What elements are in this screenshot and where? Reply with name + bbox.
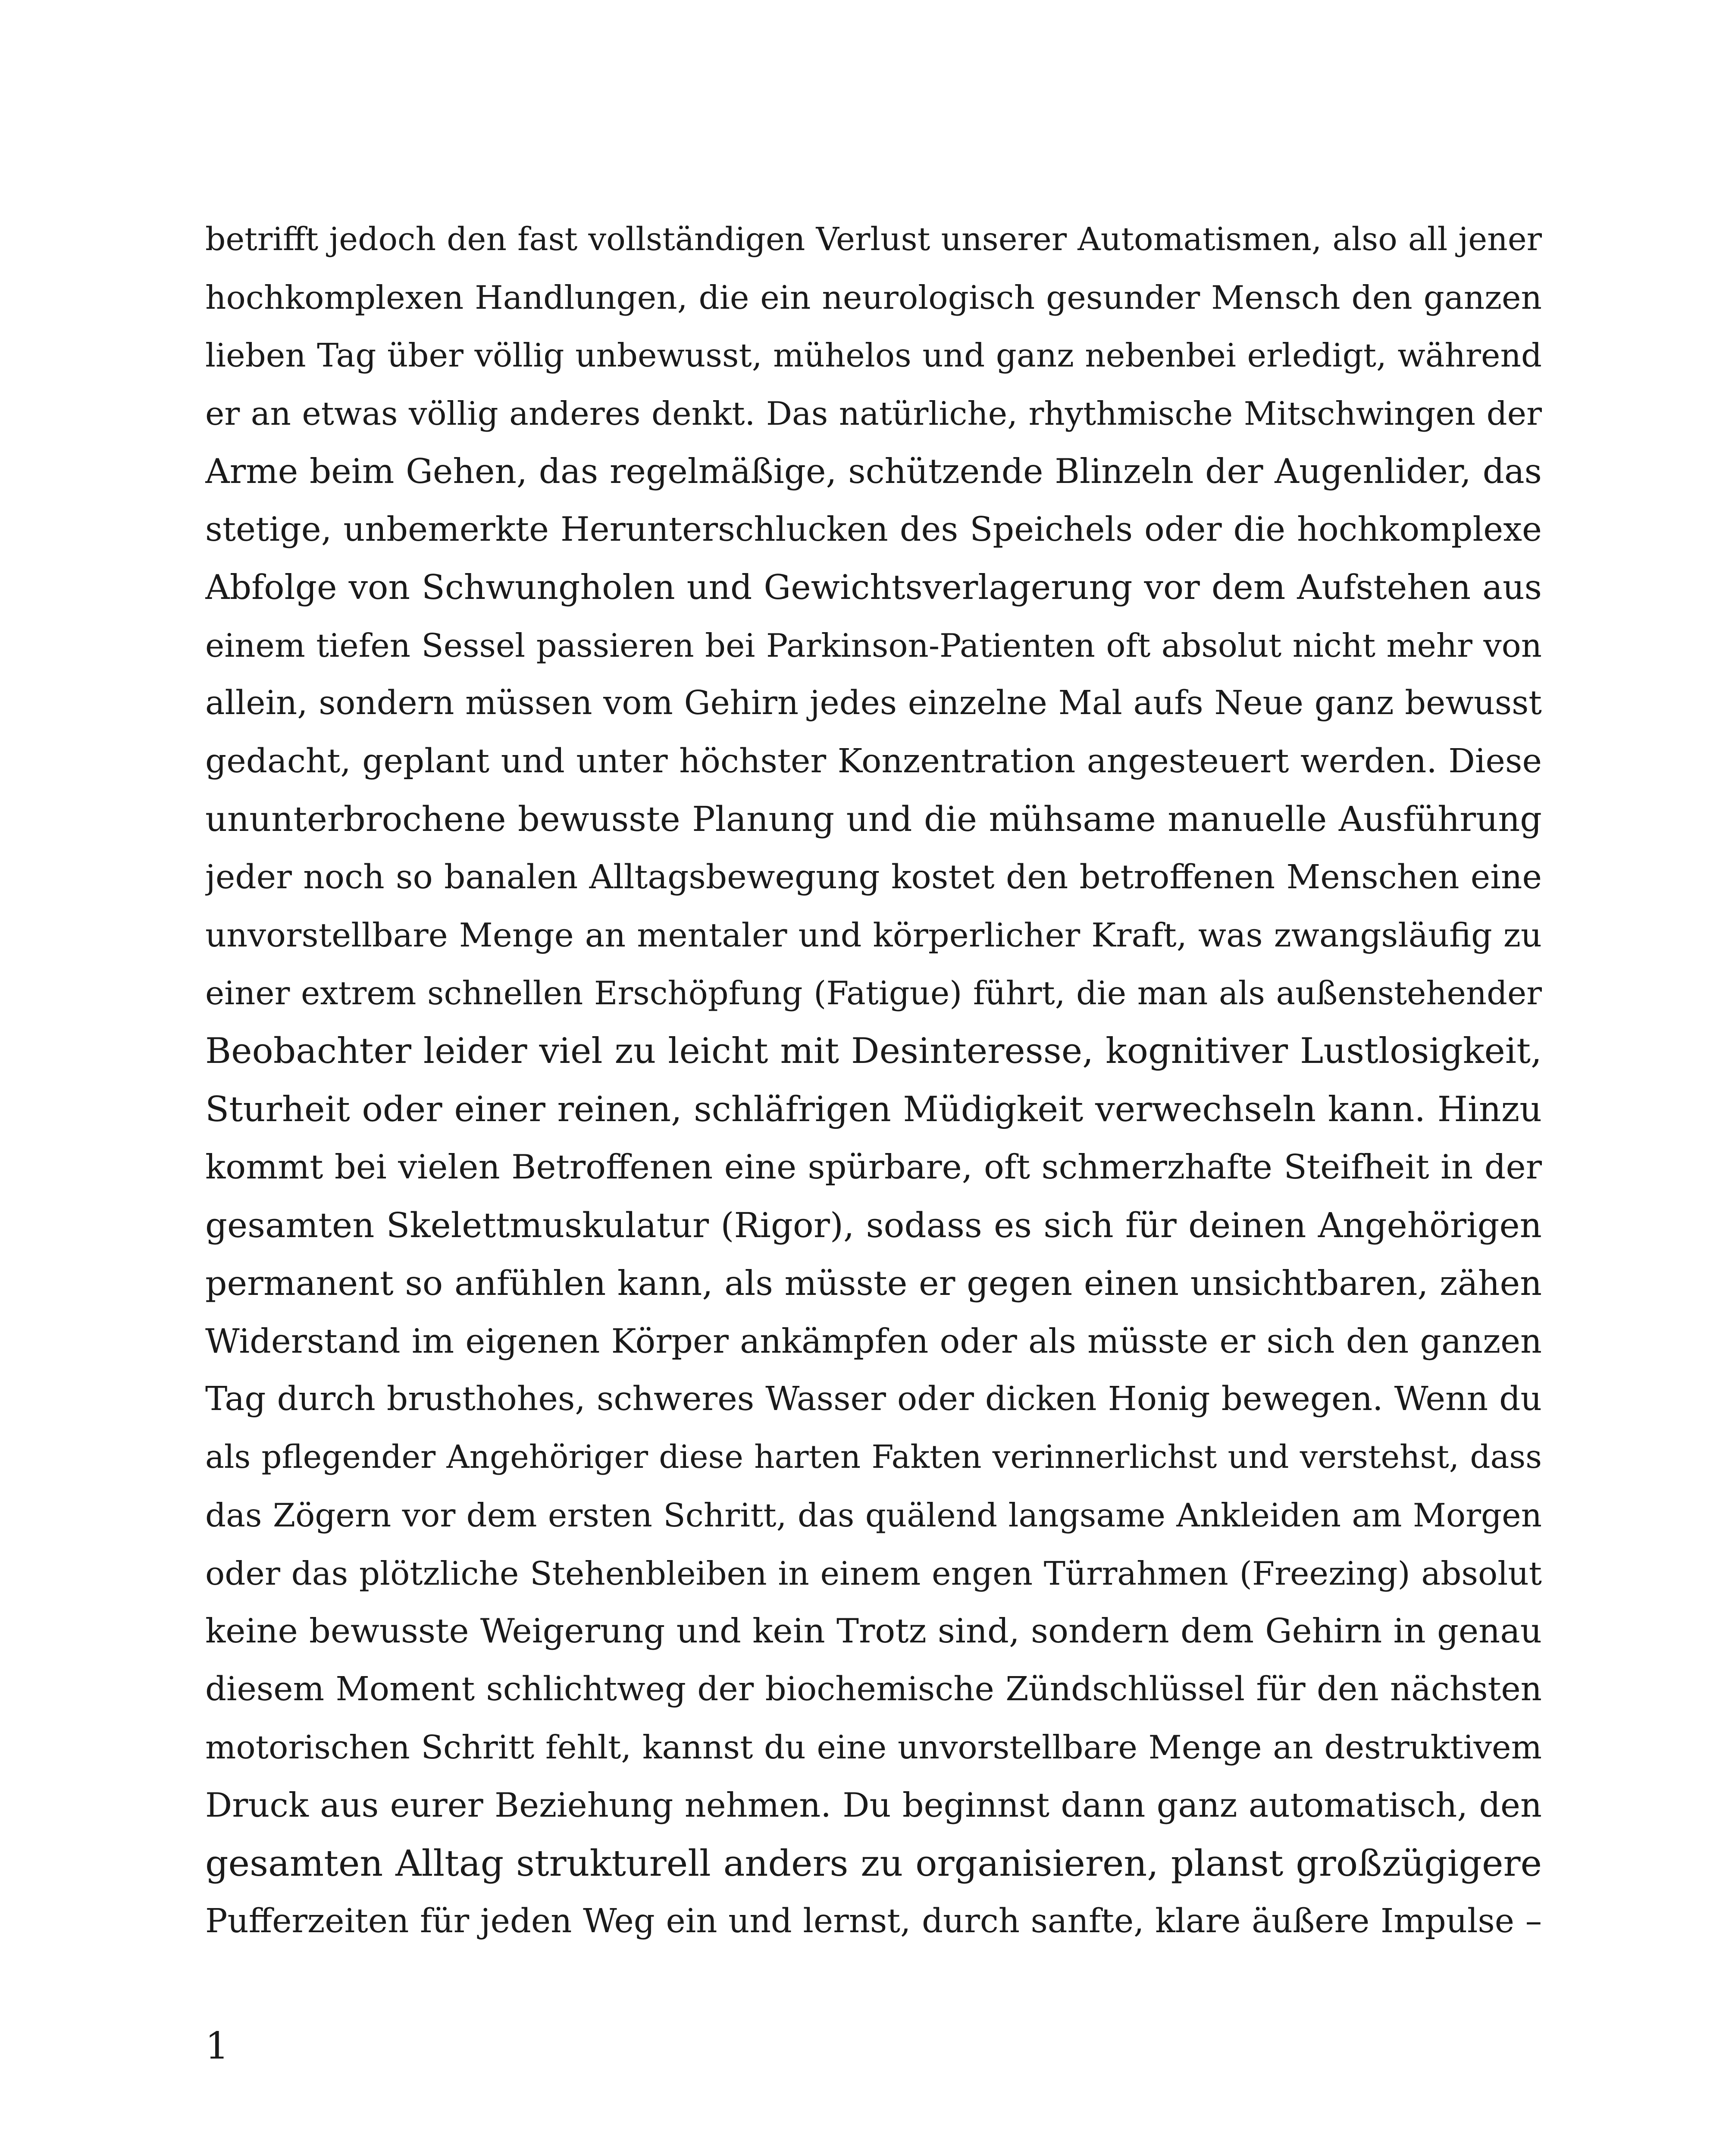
text-line: gedacht, geplant und unter höchster Konzentration angesteuert werden. Diese [205,742,1542,780]
text-line: Tag durch brusthohes, schweres Wasser oder dicken Honig bewegen. Wenn du [205,1380,1542,1418]
text-line: Sturheit oder einer reinen, schläfrigen Müdigkeit verwechseln kann. Hinzu [205,1089,1542,1130]
text-line: Druck aus eurer Beziehung nehmen. Du beginnst dann ganz automatisch, den [205,1786,1542,1825]
text-line: diesem Moment schlichtweg der biochemische Zündschlüssel für den nächsten [205,1670,1542,1708]
text-line: Widerstand im eigenen Körper ankämpfen oder als müsste er sich den ganzen [205,1322,1542,1361]
text-line: betrifft jedoch den fast vollständigen Verlust unserer Automatismen, also all jener [205,221,1542,258]
text-line: einem tiefen Sessel passieren bei Parkinson-Patienten oft absolut nicht mehr von [205,626,1542,664]
text-line: oder das plötzliche Stehenbleiben in einem engen Türrahmen (Freezing) absolut [205,1554,1542,1592]
text-line: Beobachter leider viel zu leicht mit Desinteresse, kognitiver Lustlosigkeit, [205,1031,1542,1072]
text-line: Arme beim Gehen, das regelmäßige, schützende Blinzeln der Augenlider, das [205,451,1542,491]
text-line: als pflegender Angehöriger diese harten Fakten verinnerlichst und verstehst, dass [205,1438,1542,1476]
text-line: gesamten Skelettmuskulatur (Rigor), sodass es sich für deinen Angehörigen [205,1205,1542,1245]
page-number: 1 [205,2024,229,2068]
text-line: permanent so anfühlen kann, als müsste er gegen einen unsichtbaren, zähen [205,1263,1542,1303]
text-line: keine bewusste Weigerung und kein Trotz sind, sondern dem Gehirn in genau [205,1612,1542,1651]
text-line: Abfolge von Schwungholen und Gewichtsverlagerung vor dem Aufstehen aus [205,567,1542,607]
text-line: gesamten Alltag strukturell anders zu organisieren, planst großzügigere [205,1842,1542,1884]
text-line: ununterbrochene bewusste Planung und die mühsame manuelle Ausführung [205,799,1542,839]
text-line: Pufferzeiten für jeden Weg ein und lernst, durch sanfte, klare äußere Impulse – [205,1902,1542,1940]
body-paragraph [205,210,1542,1950]
text-line: stetige, unbemerkte Herunterschlucken des Speichels oder die hochkomplexe [205,510,1542,549]
text-line: einer extrem schnellen Erschöpfung (Fatigue) führt, die man als außenstehender [205,974,1542,1012]
text-line: jeder noch so banalen Alltagsbewegung kostet den betroffenen Menschen eine [205,858,1542,896]
text-line: lieben Tag über völlig unbewusst, mühelos und ganz nebenbei erledigt, während [205,336,1542,374]
text-line: unvorstellbare Menge an mentaler und körperlicher Kraft, was zwangsläufig zu [205,916,1542,954]
text-line: er an etwas völlig anderes denkt. Das natürliche, rhythmische Mitschwingen der [205,394,1542,432]
text-line: das Zögern vor dem ersten Schritt, das quälend langsame Ankleiden am Morgen [205,1496,1542,1534]
text-line: motorischen Schritt fehlt, kannst du eine unvorstellbare Menge an destruktivem [205,1728,1542,1766]
text-line: kommt bei vielen Betroffenen eine spürbare, oft schmerzhafte Steifheit in der [205,1148,1542,1187]
text-line: hochkomplexen Handlungen, die ein neurologisch gesunder Mensch den ganzen [205,278,1542,317]
text-line: allein, sondern müssen vom Gehirn jedes einzelne Mal aufs Neue ganz bewusst [205,684,1542,722]
